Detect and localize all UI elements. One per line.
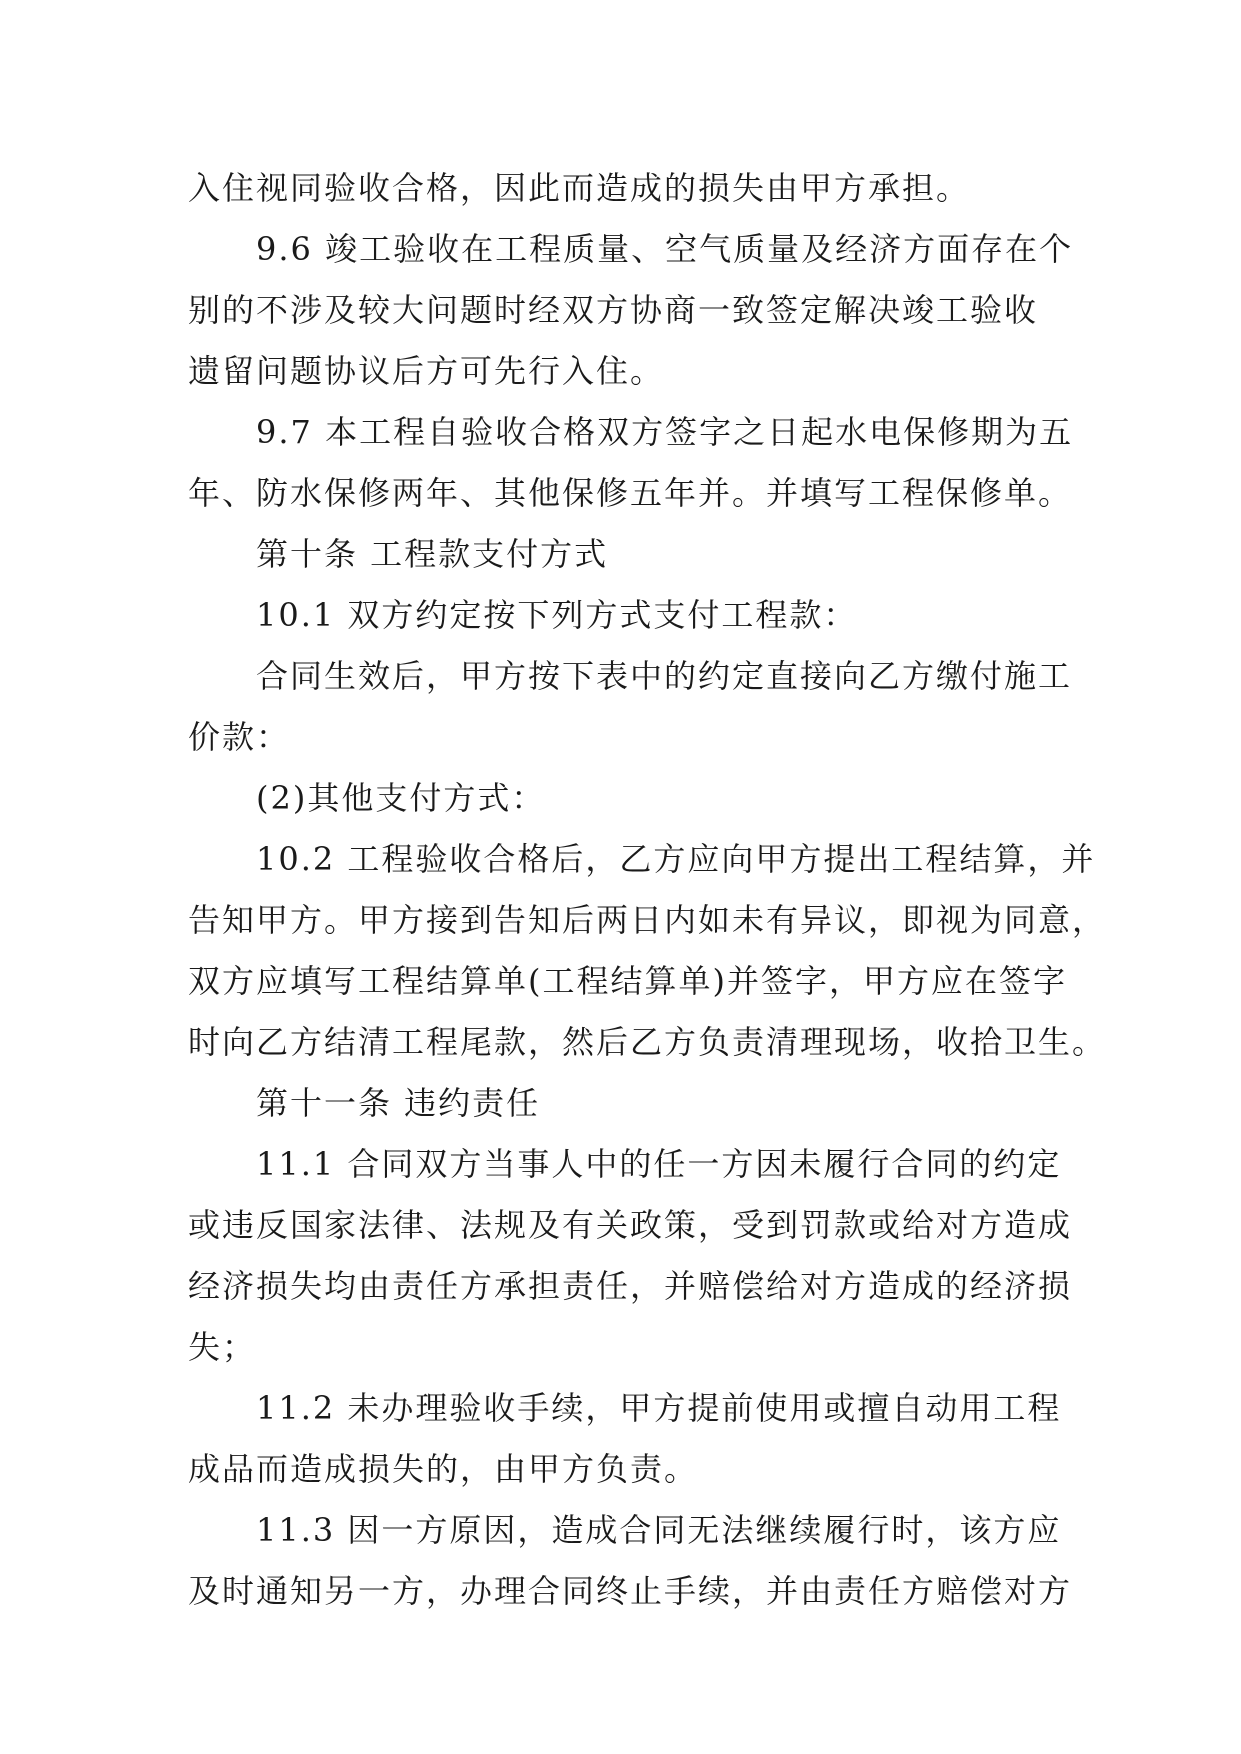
document-line: 成品而造成损失的，由甲方负责。 <box>188 1450 699 1488</box>
document-line: 失； <box>188 1328 257 1366</box>
document-line: 入住视同验收合格，因此而造成的损失由甲方承担。 <box>188 169 971 207</box>
document-line: 9.7 本工程自验收合格双方签字之日起水电保修期为五 <box>256 413 1074 451</box>
document-line: 遗留问题协议后方可先行入住。 <box>188 352 665 390</box>
document-line: 别的不涉及较大问题时经双方协商一致签定解决竣工验收 <box>188 291 1039 329</box>
document-line: 10.1 双方约定按下列方式支付工程款： <box>256 596 858 634</box>
document-line: 合同生效后，甲方按下表中的约定直接向乙方缴付施工 <box>256 657 1073 695</box>
document-line: 第十条 工程款支付方式 <box>256 535 609 573</box>
document-line: 告知甲方。甲方接到告知后两日内如未有异议，即视为同意， <box>188 901 1107 939</box>
document-line: 及时通知另一方，办理合同终止手续，并由责任方赔偿对方 <box>188 1572 1073 1610</box>
document-line: 年、防水保修两年、其他保修五年并。并填写工程保修单。 <box>188 474 1073 512</box>
document-line: 价款： <box>188 718 291 756</box>
document-line: (2)其他支付方式： <box>256 779 546 817</box>
document-line: 时向乙方结清工程尾款，然后乙方负责清理现场，收拾卫生。 <box>188 1023 1107 1061</box>
document-line: 9.6 竣工验收在工程质量、空气质量及经济方面存在个 <box>256 230 1074 268</box>
document-line: 第十一条 违约责任 <box>256 1084 541 1122</box>
document-line: 或违反国家法律、法规及有关政策，受到罚款或给对方造成 <box>188 1206 1073 1244</box>
document-line: 10.2 工程验收合格后，乙方应向甲方提出工程结算，并 <box>256 840 1096 878</box>
document-line: 11.3 因一方原因，造成合同无法继续履行时，该方应 <box>256 1511 1062 1549</box>
document-line: 11.2 未办理验收手续，甲方提前使用或擅自动用工程 <box>256 1389 1062 1427</box>
document-line: 双方应填写工程结算单(工程结算单)并签字，甲方应在签字 <box>188 962 1067 1000</box>
document-line: 经济损失均由责任方承担责任，并赔偿给对方造成的经济损 <box>188 1267 1073 1305</box>
document-line: 11.1 合同双方当事人中的任一方因未履行合同的约定 <box>256 1145 1062 1183</box>
document-body <box>188 158 1107 1622</box>
